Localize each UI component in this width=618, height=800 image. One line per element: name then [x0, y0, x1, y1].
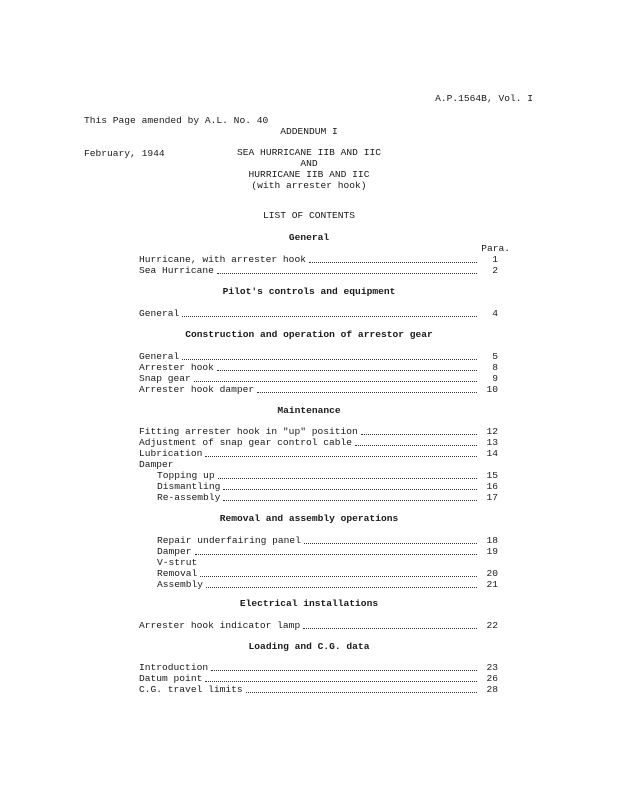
leader-dots	[182, 359, 477, 360]
leader-dots	[205, 681, 477, 682]
section-heading-construction: Construction and operation of arrestor gear	[185, 329, 433, 340]
leader-dots	[205, 456, 477, 457]
toc-entry-para: 20	[486, 568, 498, 579]
leader-dots	[223, 500, 477, 501]
publication-ref: A.P.1564B, Vol. I	[435, 93, 533, 104]
toc-entry-para: 28	[486, 684, 498, 695]
toc-entry	[139, 620, 498, 631]
date-line: February, 1944	[84, 148, 165, 159]
toc-entry-label: Removal	[157, 568, 198, 579]
toc-entry-para: 23	[486, 662, 498, 673]
toc-entry	[139, 308, 498, 319]
toc-entry-label: Hurricane, with arrester hook	[139, 254, 306, 265]
toc-entry	[157, 546, 498, 557]
section-heading-pilots-controls: Pilot's controls and equipment	[222, 286, 396, 297]
addendum-title: ADDENDUM I	[280, 126, 338, 137]
toc-entry	[139, 673, 498, 684]
toc-entry-para: 21	[486, 579, 498, 590]
toc-entry-para: 12	[486, 426, 498, 437]
toc-entry-label: Arrester hook damper	[139, 384, 255, 395]
toc-entry-para: 5	[492, 351, 498, 362]
leader-dots	[355, 445, 477, 446]
toc-entry	[139, 684, 498, 695]
toc-entry-label: Assembly	[157, 579, 204, 590]
section-heading-maintenance: Maintenance	[277, 405, 341, 416]
toc-entry-para: 13	[486, 437, 498, 448]
leader-dots	[246, 692, 477, 693]
toc-entry-label: Re-assembly	[157, 492, 221, 503]
section-heading-removal-assembly: Removal and assembly operations	[219, 513, 399, 524]
para-column-label: Para.	[481, 243, 510, 254]
leader-dots	[309, 262, 477, 263]
toc-entry-para: 9	[492, 373, 498, 384]
toc-entry	[157, 481, 498, 492]
toc-entry-para: 18	[486, 535, 498, 546]
toc-entry	[139, 265, 498, 276]
leader-dots	[195, 554, 477, 555]
leader-dots	[217, 273, 477, 274]
title-line-4: (with arrester hook)	[251, 180, 367, 191]
leader-dots	[361, 434, 477, 435]
amended-line: This Page amended by A.L. No. 40	[84, 115, 269, 126]
toc-entry-para: 2	[492, 265, 498, 276]
toc-entry-para: 26	[486, 673, 498, 684]
leader-dots	[217, 370, 477, 371]
title-line-2: AND	[300, 158, 318, 169]
toc-entry-para: 4	[492, 308, 498, 319]
toc-entry-label: Repair underfairing panel	[157, 535, 301, 546]
section-heading-loading: Loading and C.G. data	[248, 641, 370, 652]
toc-entry-label: Arrester hook indicator lamp	[139, 620, 301, 631]
contents-heading: LIST OF CONTENTS	[262, 210, 356, 221]
toc-entry	[139, 437, 498, 448]
toc-entry-label: Fitting arrester hook in "up" position	[139, 426, 358, 437]
toc-entry-label: Damper	[157, 546, 192, 557]
leader-dots	[206, 587, 477, 588]
toc-entry-para: 1	[492, 254, 498, 265]
toc-entry	[139, 426, 498, 437]
toc-entry	[157, 579, 498, 590]
leader-dots	[218, 478, 477, 479]
toc-entry	[139, 373, 498, 384]
toc-entry-para: 10	[486, 384, 498, 395]
toc-entry	[157, 470, 498, 481]
title-line-3: HURRICANE IIB AND IIC	[248, 169, 370, 180]
toc-entry-para: 17	[486, 492, 498, 503]
toc-entry-label: General	[139, 308, 180, 319]
toc-entry-para: 8	[492, 362, 498, 373]
leader-dots	[200, 576, 477, 577]
leader-dots	[223, 489, 477, 490]
leader-dots	[182, 316, 477, 317]
toc-entry	[157, 492, 498, 503]
toc-entry	[139, 384, 498, 395]
leader-dots	[303, 628, 477, 629]
section-heading-general: General	[288, 232, 330, 243]
toc-entry-label: Dismantling	[157, 481, 221, 492]
toc-entry-para: 15	[486, 470, 498, 481]
toc-entry-label: General	[139, 351, 180, 362]
toc-entry	[139, 351, 498, 362]
toc-entry-label: Topping up	[157, 470, 215, 481]
toc-entry-para: 22	[486, 620, 498, 631]
leader-dots	[194, 381, 477, 382]
section-heading-electrical: Electrical installations	[239, 598, 379, 609]
leader-dots	[211, 670, 477, 671]
toc-entry-label: Introduction	[139, 662, 209, 673]
toc-entry	[139, 362, 498, 373]
toc-entry-label: Adjustment of snap gear control cable	[139, 437, 353, 448]
toc-entry-label: Lubrication	[139, 448, 203, 459]
leader-dots	[257, 392, 477, 393]
toc-entry-label: C.G. travel limits	[139, 684, 243, 695]
toc-entry-para: 14	[486, 448, 498, 459]
title-line-1: SEA HURRICANE IIB AND IIC	[237, 147, 381, 158]
toc-entry-label: Datum point	[139, 673, 203, 684]
toc-group-label-damper: Damper	[139, 459, 174, 470]
leader-dots	[304, 543, 477, 544]
toc-entry	[139, 662, 498, 673]
toc-entry	[157, 535, 498, 546]
toc-entry-para: 19	[486, 546, 498, 557]
toc-entry	[139, 448, 498, 459]
toc-entry-para: 16	[486, 481, 498, 492]
toc-entry	[139, 254, 498, 265]
toc-group-label-v-strut: V-strut	[157, 557, 198, 568]
toc-entry	[157, 568, 498, 579]
toc-entry-label: Arrester hook	[139, 362, 214, 373]
toc-entry-label: Snap gear	[139, 373, 191, 384]
toc-entry-label: Sea Hurricane	[139, 265, 214, 276]
